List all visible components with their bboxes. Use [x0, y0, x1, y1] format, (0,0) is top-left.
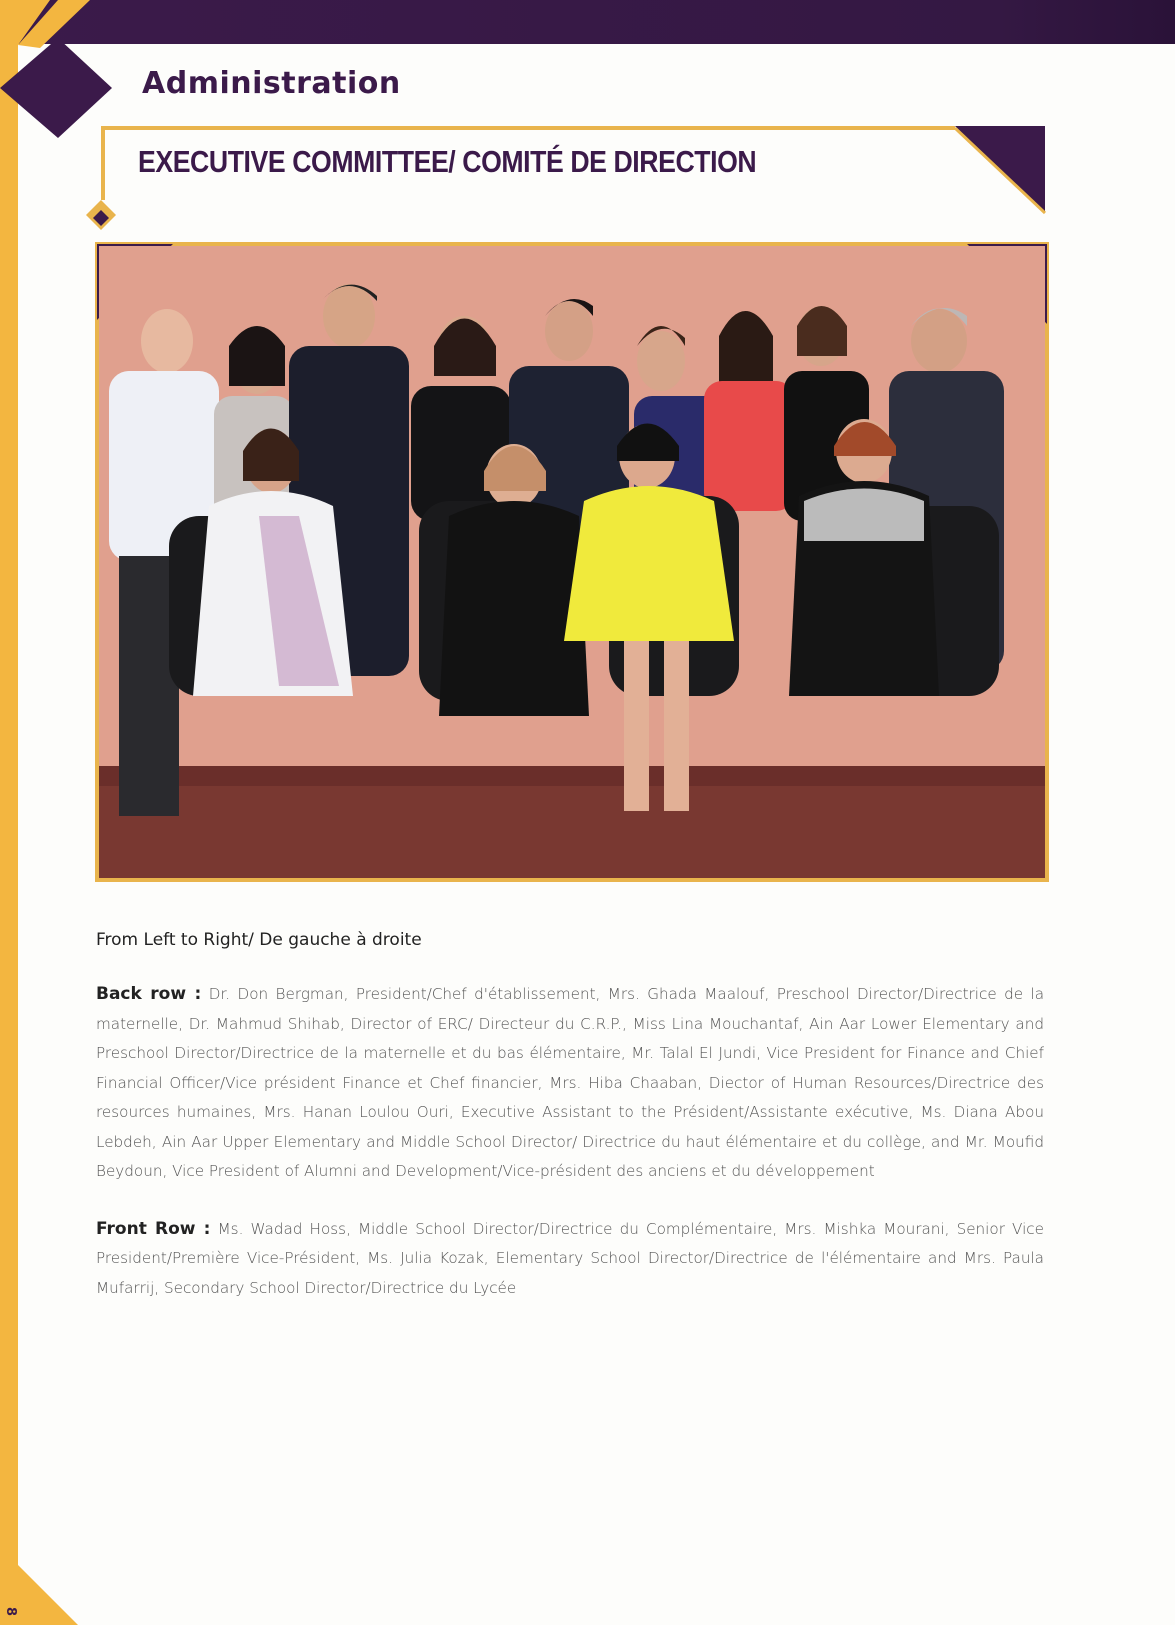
front-row-paragraph	[96, 1215, 1044, 1304]
back-row-label: Back row :	[96, 984, 202, 1004]
front-row-text: Ms. Wadad Hoss, Middle School Director/Directrice du Complémentaire, Mrs. Mishka Mourani, Senior Vice President/Première Vice-Président, Ms. Julia Kozak, Elementary School Director/Directrice de l'élémentaire and Mrs. Paula Mufarrij, Secondary School Director/Directrice du Lycée	[96, 1219, 1045, 1297]
group-photo	[99, 246, 1045, 878]
left-side-band	[0, 0, 18, 1625]
back-row-paragraph	[96, 980, 1044, 1187]
back-row-text: Dr. Don Bergman, President/Chef d'établissement, Mrs. Ghada Maalouf, Preschool Director/Directrice de la maternelle, Dr. Mahmud Shihab, Director of ERC/ Directeur du C.R.P., Miss Lina Mouchantaf, Ain Aar Lower Elementary and Preschool Director/Directrice de la maternelle et du bas élémentaire, Mr. Talal El Jundi, Vice President for Finance and Chief Financial Officer/Vice président Finance et Chef financier, Mrs. Hiba Chaaban, Diector of Human Resources/Directrice des resources humaines, Mrs. Hanan Loulou Ouri, Executive Assistant to the Président/Assistante exécutive, Ms. Diana Abou Lebdeh, Ain Aar Upper Elementary and Middle School Director/ Directrice du haut élémentaire et du collège, and Mr. Moufid Beydoun, Vice President of Alumni and Development/Vice-président des anciens et du développement	[96, 985, 1045, 1180]
from-left-to-right-label: From Left to Right/ De gauche à droite	[96, 930, 422, 950]
page-number: 8	[3, 1606, 19, 1617]
page-heading: EXECUTIVE COMMITTEE/ COMITÉ DE DIRECTION	[138, 144, 757, 179]
section-title: Administration	[142, 66, 401, 101]
corner-diamond-decoration	[0, 0, 130, 240]
top-banner	[0, 0, 1175, 44]
caption	[96, 930, 1044, 1331]
front-row-label: Front Row :	[96, 1218, 211, 1239]
